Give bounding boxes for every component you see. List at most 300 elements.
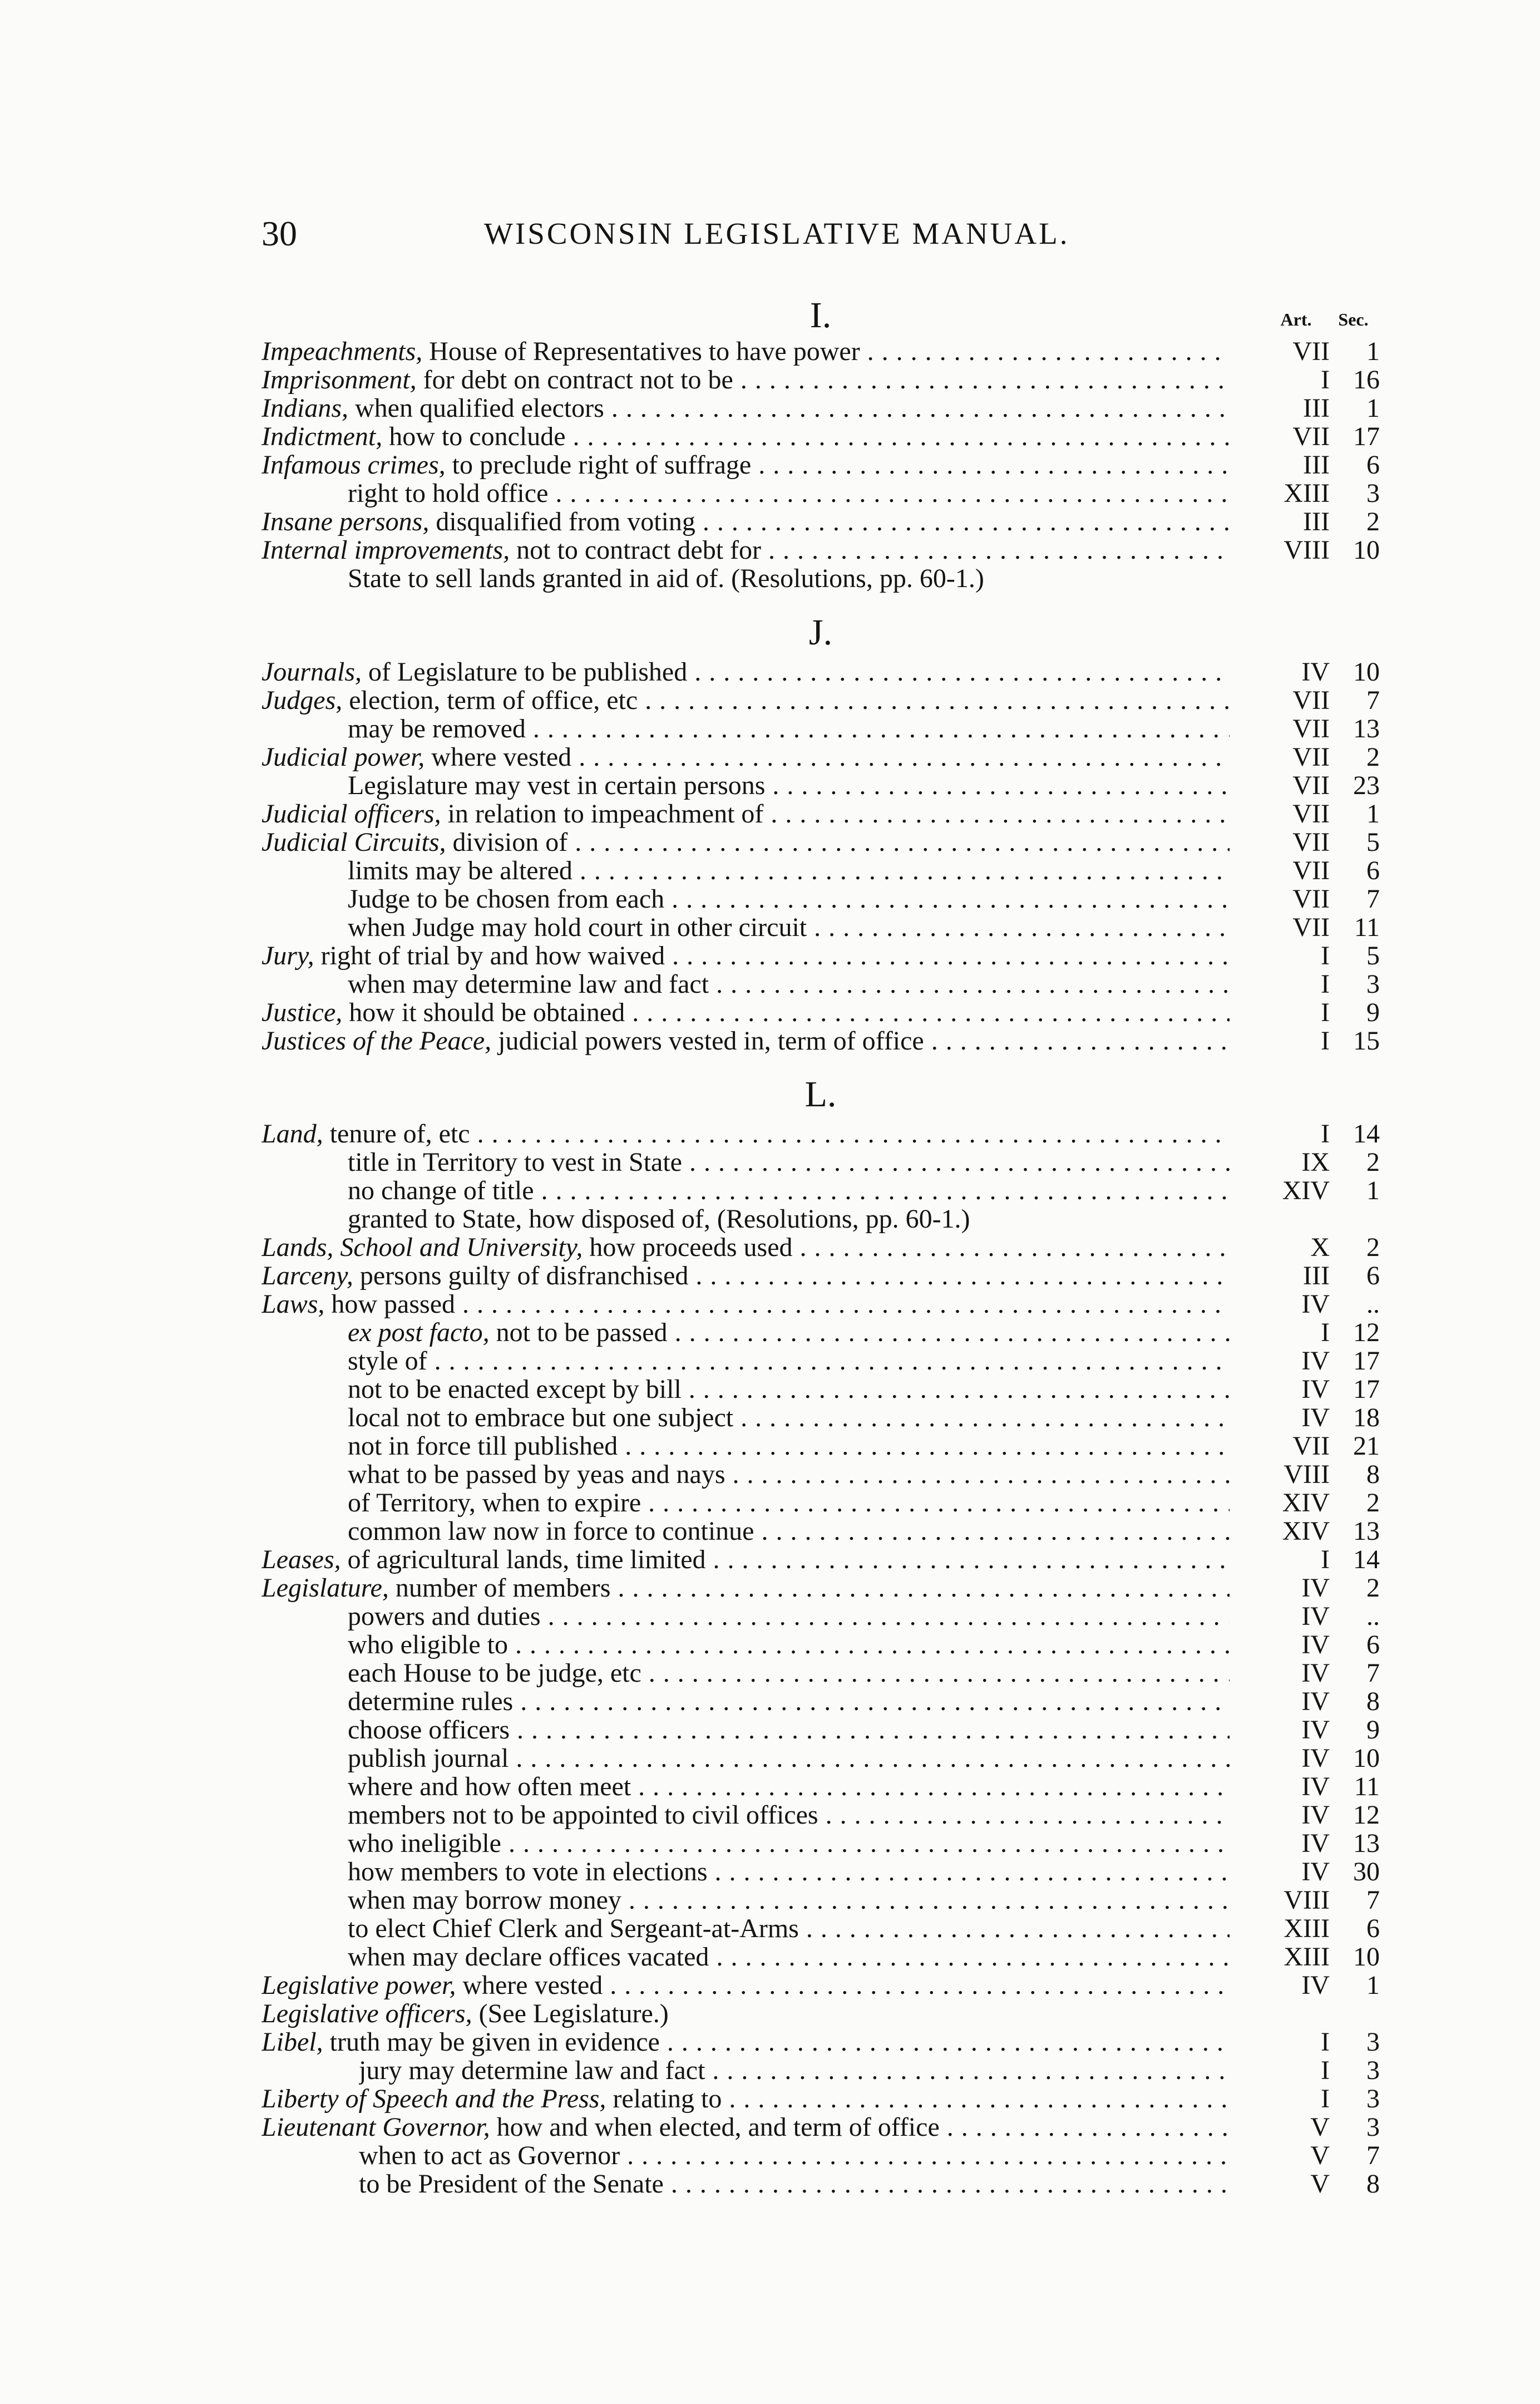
index-entry <box>261 828 1380 856</box>
index-entry <box>261 1630 1380 1659</box>
section-number: 2 <box>1366 1233 1380 1262</box>
index-entry <box>261 1574 1380 1602</box>
entry-description: not to be passed <box>489 1318 668 1347</box>
entry-keyword: Journals, <box>261 658 362 686</box>
entry-keyword: ex post facto, <box>348 1318 490 1347</box>
article-number: IV <box>1301 1715 1330 1745</box>
entry-description: of agricultural lands, time limited <box>340 1545 706 1574</box>
article-number: VII <box>1292 742 1330 772</box>
section-number: 13 <box>1353 714 1380 743</box>
entry-text <box>359 2141 1230 2170</box>
article-number: IV <box>1301 1857 1330 1886</box>
entry-description: to elect Chief Clerk and Sergeant-at-Arms <box>348 1914 799 1943</box>
entry-description: judicial powers vested in, term of office <box>491 1027 924 1055</box>
section-number: 1 <box>1366 393 1380 423</box>
section-number: 2 <box>1366 742 1380 772</box>
entry-description: how to conclude <box>382 422 566 451</box>
section-number: 14 <box>1353 1545 1380 1574</box>
index-entry <box>261 1517 1380 1545</box>
entry-text <box>348 1801 1230 1829</box>
section-number: 2 <box>1366 507 1380 536</box>
section-number: 2 <box>1366 1573 1380 1603</box>
entry-description: where and how often meet <box>348 1772 631 1801</box>
entry-text <box>348 479 1230 508</box>
article-number: VII <box>1292 913 1330 942</box>
entry-description: who eligible to <box>348 1630 508 1659</box>
entry-text <box>348 1176 1230 1205</box>
index-entry <box>261 771 1380 800</box>
entry-description: who ineligible <box>348 1829 501 1858</box>
section-number: 1 <box>1366 1176 1380 1205</box>
entry-description: not to be enacted except by bill <box>348 1375 682 1403</box>
entry-keyword: Indians, <box>261 394 348 422</box>
entry-description: Judge to be chosen from each <box>348 885 665 913</box>
article-number: XIII <box>1284 479 1330 508</box>
entry-keyword: Jury, <box>261 942 314 970</box>
entry-description: common law now in force to continue <box>348 1517 754 1545</box>
index-entry <box>261 1943 1380 1971</box>
section-number: 2 <box>1366 1488 1380 1518</box>
entry-text <box>261 2028 1230 2056</box>
entry-text <box>261 1290 1230 1318</box>
index-entry <box>261 942 1380 970</box>
section-number: 16 <box>1353 365 1380 395</box>
section-number: 9 <box>1366 1715 1380 1745</box>
article-number: VII <box>1292 337 1330 366</box>
running-title: WISCONSIN LEGISLATIVE MANUAL. <box>484 216 1070 250</box>
section-number: 14 <box>1353 1119 1380 1149</box>
entry-text <box>348 564 1230 593</box>
section-letter: J. <box>808 612 833 653</box>
entry-description: no change of title <box>348 1176 534 1205</box>
page-header <box>261 211 1380 256</box>
article-number: IV <box>1301 1743 1330 1773</box>
entry-text <box>348 1630 1230 1659</box>
entry-description: granted to State, how disposed of, (Resolutions, pp. 60-1.) <box>348 1205 970 1233</box>
index-entry <box>261 337 1380 366</box>
entry-description: Legislature may vest in certain persons <box>348 771 766 800</box>
entry-keyword: Libel, <box>261 2028 323 2056</box>
entry-description: how passed <box>324 1290 456 1318</box>
entry-text <box>348 1602 1230 1630</box>
entry-keyword: Insane persons, <box>261 508 430 536</box>
index-entry <box>261 422 1380 451</box>
entry-keyword: Leases, <box>261 1545 341 1574</box>
entry-description: choose officers <box>348 1716 510 1744</box>
section-number: 17 <box>1353 1346 1380 1376</box>
entry-description: what to be passed by yeas and nays <box>348 1460 725 1489</box>
entry-text <box>348 1659 1230 1687</box>
entry-text <box>261 536 1230 564</box>
entry-text <box>348 856 1230 885</box>
section-number: 5 <box>1366 827 1380 857</box>
article-number: VII <box>1292 714 1330 743</box>
entry-keyword: Judicial Circuits, <box>261 828 446 856</box>
article-number: I <box>1321 365 1330 395</box>
article-number: I <box>1321 2027 1330 2057</box>
section-number: 6 <box>1366 450 1380 480</box>
entry-text <box>261 1999 1230 2028</box>
sec-column-heading: Sec. <box>1338 309 1369 329</box>
entry-description: number of members <box>388 1574 611 1602</box>
entry-text <box>348 913 1230 942</box>
entry-description: how proceeds used <box>583 1233 793 1262</box>
index-entry <box>261 1027 1380 1055</box>
entry-description: members not to be appointed to civil offices <box>348 1801 818 1829</box>
entry-keyword: Larceny, <box>261 1262 353 1290</box>
index-entry <box>261 1716 1380 1744</box>
entry-description: right of trial by and how waived <box>314 942 665 970</box>
article-number: I <box>1321 1119 1330 1149</box>
index-entry <box>261 1829 1380 1858</box>
entry-text <box>348 1403 1230 1432</box>
entry-text <box>261 394 1230 422</box>
section-letter: I. <box>810 295 832 336</box>
entry-text <box>348 1489 1230 1517</box>
entry-description: style of <box>348 1347 427 1375</box>
entry-text <box>261 2085 1230 2113</box>
article-number: IX <box>1301 1147 1330 1177</box>
page-number: 30 <box>261 214 297 253</box>
entry-text <box>348 1517 1230 1545</box>
section-number: 17 <box>1353 422 1380 451</box>
article-number: XIII <box>1284 1914 1330 1943</box>
index-entry <box>261 885 1380 913</box>
article-number: VIII <box>1284 1460 1330 1489</box>
article-number: I <box>1321 998 1330 1027</box>
section-number: 11 <box>1354 1772 1380 1801</box>
index-entry <box>261 1262 1380 1290</box>
entry-keyword: Impeachments, <box>261 337 423 366</box>
entry-text <box>261 743 1230 771</box>
index-entries <box>261 1120 1380 2198</box>
entry-text <box>348 1886 1230 1914</box>
article-number: I <box>1321 2056 1330 2085</box>
article-number: VII <box>1292 422 1330 451</box>
section-number: 10 <box>1353 657 1380 687</box>
entry-text <box>261 1120 1230 1148</box>
entry-text <box>348 970 1230 998</box>
entry-text <box>261 451 1230 479</box>
index-entry <box>261 1432 1380 1460</box>
entry-text <box>359 2170 1230 2198</box>
entry-description: disqualified from voting <box>429 508 695 536</box>
entry-text <box>261 2113 1230 2141</box>
entry-keyword: Laws, <box>261 1290 325 1318</box>
entry-keyword: Lieutenant Governor, <box>261 2113 490 2141</box>
index-entry <box>261 1233 1380 1262</box>
entry-text <box>348 1716 1230 1744</box>
section-number: 8 <box>1366 1460 1380 1489</box>
index-entry <box>261 394 1380 422</box>
entry-text <box>359 2056 1230 2085</box>
section-number: 7 <box>1366 884 1380 914</box>
entry-keyword: Imprisonment, <box>261 366 417 394</box>
section-number: 21 <box>1353 1431 1380 1461</box>
index-entry <box>261 2141 1380 2170</box>
entry-description: how members to vote in elections <box>348 1858 708 1886</box>
index-entry <box>261 366 1380 394</box>
section-number: 3 <box>1366 2056 1380 2085</box>
entry-text <box>348 1772 1230 1801</box>
entry-description: limits may be altered <box>348 856 572 885</box>
index-entry <box>261 800 1380 828</box>
entry-description: powers and duties <box>348 1602 541 1630</box>
index-entry <box>261 1375 1380 1403</box>
entry-description: tenure of, etc <box>323 1120 470 1148</box>
article-number: VIII <box>1284 1885 1330 1915</box>
entry-text <box>261 1545 1230 1574</box>
article-number: IV <box>1301 1772 1330 1801</box>
section-number: 30 <box>1353 1857 1380 1886</box>
entry-description: (See Legislature.) <box>472 1999 669 2028</box>
entry-description: not to contract debt for <box>510 536 761 564</box>
article-number: I <box>1321 1318 1330 1347</box>
index-entry <box>261 2056 1380 2085</box>
index-entry <box>261 715 1380 743</box>
index-entry <box>261 1772 1380 1801</box>
index-entry <box>261 1318 1380 1347</box>
section-number: 18 <box>1353 1403 1380 1432</box>
section-number: 6 <box>1366 1914 1380 1943</box>
entry-description: jury may determine law and fact <box>359 2056 705 2085</box>
article-number: III <box>1303 507 1330 536</box>
entry-description: of Territory, when to expire <box>348 1489 641 1517</box>
index-entry <box>261 1687 1380 1716</box>
index-entry <box>261 1205 1380 1233</box>
index-entry <box>261 2170 1380 2198</box>
entry-keyword: Legislative power, <box>261 1971 456 1999</box>
entry-keyword: Judicial officers, <box>261 800 441 828</box>
index-entry <box>261 2028 1380 2056</box>
entry-text <box>261 337 1230 366</box>
article-number: IV <box>1301 1687 1330 1716</box>
index-entry <box>261 2085 1380 2113</box>
section-number: 12 <box>1353 1800 1380 1830</box>
entry-text <box>348 1205 1230 1233</box>
index-entry <box>261 1801 1380 1829</box>
article-number: IV <box>1301 1971 1330 2000</box>
entry-description: each House to be judge, etc <box>348 1659 641 1687</box>
art-column-heading: Art. <box>1280 309 1312 329</box>
entry-text <box>261 1262 1230 1290</box>
article-number: I <box>1321 1026 1330 1056</box>
section-number: 8 <box>1366 1687 1380 1716</box>
article-number: XIV <box>1282 1176 1330 1205</box>
index-entry <box>261 1744 1380 1772</box>
entry-description: persons guilty of disfranchised <box>353 1262 689 1290</box>
section-number: 12 <box>1353 1318 1380 1347</box>
entry-text <box>348 1858 1230 1886</box>
section-number: 3 <box>1366 479 1380 508</box>
entry-text <box>348 1687 1230 1716</box>
article-number: XIV <box>1282 1516 1330 1546</box>
section-number: 6 <box>1366 1261 1380 1290</box>
index-entry <box>261 508 1380 536</box>
section-number: 15 <box>1353 1026 1380 1056</box>
section-number: 1 <box>1366 1971 1380 2000</box>
entry-keyword: Internal improvements, <box>261 536 510 564</box>
article-number: IV <box>1301 1403 1330 1432</box>
article-number: VII <box>1292 827 1330 857</box>
entry-text <box>261 508 1230 536</box>
index-entry <box>261 970 1380 998</box>
entry-text <box>348 1432 1230 1460</box>
entry-text <box>261 686 1230 715</box>
article-number: IV <box>1301 1289 1330 1319</box>
index-entries <box>261 658 1380 1055</box>
section-number: 7 <box>1366 686 1380 715</box>
article-number: XIII <box>1284 1942 1330 1972</box>
index-entry <box>261 1176 1380 1205</box>
section-number: 3 <box>1366 2112 1380 2142</box>
article-number: IV <box>1301 1346 1330 1376</box>
index-entry <box>261 479 1380 508</box>
entry-keyword: Infamous crimes, <box>261 451 446 479</box>
entry-text <box>261 366 1230 394</box>
entry-description: right to hold office <box>348 479 549 508</box>
index-entry <box>261 451 1380 479</box>
entry-text <box>261 1027 1230 1055</box>
entry-text <box>348 885 1230 913</box>
article-number: VIII <box>1284 535 1330 565</box>
entry-description: where vested <box>425 743 572 771</box>
section-number: 3 <box>1366 2027 1380 2057</box>
index-entry <box>261 1290 1380 1318</box>
entry-description: title in Territory to vest in State <box>348 1148 682 1176</box>
article-number: I <box>1321 1545 1330 1574</box>
section-number: 10 <box>1353 1942 1380 1972</box>
entry-text <box>348 1829 1230 1858</box>
entry-description: when qualified electors <box>348 394 604 422</box>
entry-text <box>348 771 1230 800</box>
entry-description: for debt on contract not to be <box>416 366 733 394</box>
entry-description: publish journal <box>348 1744 509 1772</box>
index-entries <box>261 337 1380 593</box>
index-entry <box>261 536 1380 564</box>
entry-description: when Judge may hold court in other circuit <box>348 913 807 942</box>
section-number: 6 <box>1366 856 1380 885</box>
article-number: IV <box>1301 1800 1330 1830</box>
index-entry <box>261 743 1380 771</box>
entry-description: how it should be obtained <box>342 998 625 1027</box>
section-number: 23 <box>1353 771 1380 800</box>
entry-text <box>348 715 1230 743</box>
index-entry <box>261 1886 1380 1914</box>
article-number: III <box>1303 1261 1330 1290</box>
article-number: III <box>1303 393 1330 423</box>
article-number: XIV <box>1282 1488 1330 1518</box>
entry-description: relating to <box>606 2085 722 2113</box>
entry-text <box>261 422 1230 451</box>
section-number: 10 <box>1353 1743 1380 1773</box>
article-number: V <box>1310 2141 1330 2170</box>
entry-description: truth may be given in evidence <box>323 2028 660 2056</box>
article-number: VII <box>1292 1431 1330 1461</box>
index-entry <box>261 1971 1380 1999</box>
article-number: IV <box>1301 1658 1330 1688</box>
article-number: IV <box>1301 1630 1330 1659</box>
section-number: 6 <box>1366 1630 1380 1659</box>
entry-description: may be removed <box>348 715 526 743</box>
index-entry <box>261 1460 1380 1489</box>
section-number: 1 <box>1366 799 1380 829</box>
entry-text <box>348 1347 1230 1375</box>
index-entry <box>261 856 1380 885</box>
section-letter: L. <box>804 1074 837 1115</box>
entry-keyword: Liberty of Speech and the Press, <box>261 2085 606 2113</box>
article-number: VII <box>1292 856 1330 885</box>
article-number: I <box>1321 941 1330 971</box>
entry-description: division of <box>446 828 568 856</box>
article-number: VII <box>1292 771 1330 800</box>
entry-keyword: Judges, <box>261 686 343 715</box>
article-number: IV <box>1301 1573 1330 1603</box>
entry-description: when may borrow money <box>348 1886 621 1914</box>
entry-description: House of Representatives to have power <box>422 337 860 366</box>
entry-text <box>261 1233 1230 1262</box>
entry-keyword: Lands, School and University, <box>261 1233 583 1262</box>
entry-description: election, term of office, etc <box>342 686 638 715</box>
entry-keyword: Land, <box>261 1120 323 1148</box>
article-number: VII <box>1292 686 1330 715</box>
article-number: IV <box>1301 1602 1330 1631</box>
column-headings <box>1270 308 1380 331</box>
index-entry <box>261 913 1380 942</box>
entry-description: local not to embrace but one subject <box>348 1403 734 1432</box>
entry-description: where vested <box>456 1971 603 1999</box>
entry-description: determine rules <box>348 1687 514 1716</box>
index-entry <box>261 686 1380 715</box>
entry-text <box>261 942 1230 970</box>
section-number: 13 <box>1353 1516 1380 1546</box>
entry-description: when may declare offices vacated <box>348 1943 709 1971</box>
section-number: 3 <box>1366 2084 1380 2114</box>
entry-keyword: Judicial power, <box>261 743 425 771</box>
entry-description: in relation to impeachment of <box>441 800 764 828</box>
section-number: 17 <box>1353 1375 1380 1404</box>
entry-text <box>261 998 1230 1027</box>
index-entry <box>261 658 1380 686</box>
entry-text <box>348 1914 1230 1943</box>
section-number: 10 <box>1353 535 1380 565</box>
entry-keyword: Indictment, <box>261 422 383 451</box>
article-number: III <box>1303 450 1330 480</box>
index-entry <box>261 1120 1380 1148</box>
index-entry <box>261 1347 1380 1375</box>
entry-description: when may determine law and fact <box>348 970 709 998</box>
entry-text <box>348 1943 1230 1971</box>
article-number: V <box>1310 2112 1330 2142</box>
section-number: 8 <box>1366 2169 1380 2199</box>
article-number: V <box>1310 2169 1330 2199</box>
entry-text <box>348 1148 1230 1176</box>
index-entry <box>261 1545 1380 1574</box>
index-entry <box>261 564 1380 593</box>
index-entry <box>261 1602 1380 1630</box>
entry-description: how and when elected, and term of office <box>490 2113 940 2141</box>
section-number: .. <box>1366 1602 1380 1631</box>
section-number: 1 <box>1366 337 1380 366</box>
index-entry <box>261 2113 1380 2141</box>
article-number: IV <box>1301 1375 1330 1404</box>
index-entry <box>261 1999 1380 2028</box>
section-number: 7 <box>1366 1885 1380 1915</box>
entry-text <box>348 1744 1230 1772</box>
article-number: IV <box>1301 1829 1330 1858</box>
index-entry <box>261 1858 1380 1886</box>
article-number: IV <box>1301 657 1330 687</box>
